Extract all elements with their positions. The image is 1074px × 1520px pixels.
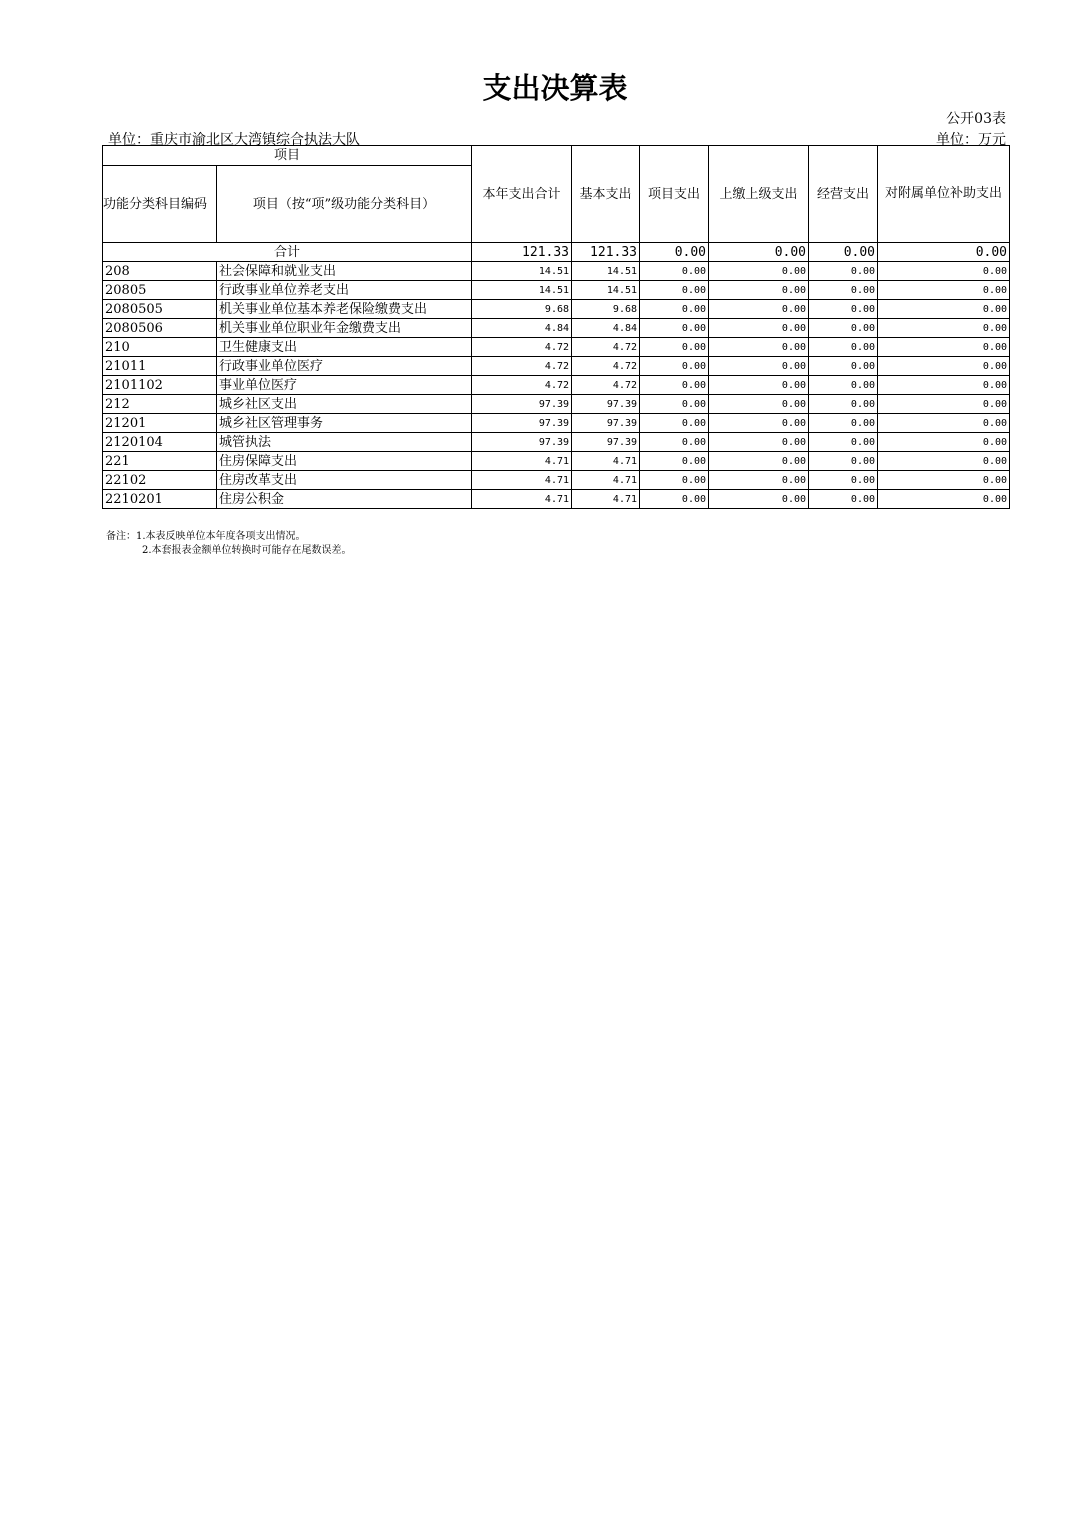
note-line-2: 2.本套报表金额单位转换时可能存在尾数误差。 xyxy=(142,545,352,556)
row-value: 97.39 xyxy=(472,414,572,433)
table-row xyxy=(103,319,1010,338)
row-value: 0.00 xyxy=(640,376,709,395)
row-value: 0.00 xyxy=(878,300,1010,319)
table-row xyxy=(103,357,1010,376)
table-row xyxy=(103,490,1010,509)
row-value: 0.00 xyxy=(878,281,1010,300)
row-value: 0.00 xyxy=(709,395,809,414)
row-name: 城乡社区支出 xyxy=(217,395,472,414)
row-value: 4.71 xyxy=(572,490,640,509)
row-value: 0.00 xyxy=(809,338,878,357)
row-value: 0.00 xyxy=(878,395,1010,414)
row-value: 0.00 xyxy=(709,414,809,433)
table-row xyxy=(103,452,1010,471)
row-code: 2080505 xyxy=(103,300,217,319)
row-value: 0.00 xyxy=(640,319,709,338)
row-value: 4.72 xyxy=(472,357,572,376)
table-row xyxy=(103,376,1010,395)
total-value: 0.00 xyxy=(640,243,709,262)
total-value: 0.00 xyxy=(709,243,809,262)
row-value: 4.84 xyxy=(472,319,572,338)
table-row xyxy=(103,433,1010,452)
row-code: 21201 xyxy=(103,414,217,433)
row-value: 0.00 xyxy=(709,376,809,395)
row-value: 4.72 xyxy=(572,376,640,395)
row-value: 0.00 xyxy=(640,338,709,357)
row-code: 212 xyxy=(103,395,217,414)
total-value: 0.00 xyxy=(878,243,1010,262)
row-name: 事业单位医疗 xyxy=(217,376,472,395)
row-name: 社会保障和就业支出 xyxy=(217,262,472,281)
row-value: 0.00 xyxy=(809,490,878,509)
row-value: 14.51 xyxy=(472,281,572,300)
total-row xyxy=(103,243,1010,262)
table-row xyxy=(103,395,1010,414)
expenditure-table xyxy=(102,145,1010,509)
row-value: 0.00 xyxy=(878,262,1010,281)
row-value: 9.68 xyxy=(572,300,640,319)
row-code: 22102 xyxy=(103,471,217,490)
row-name: 卫生健康支出 xyxy=(217,338,472,357)
row-code: 2101102 xyxy=(103,376,217,395)
row-value: 0.00 xyxy=(640,433,709,452)
table-row xyxy=(103,281,1010,300)
total-label: 合计 xyxy=(103,243,472,262)
form-code: 公开03表 xyxy=(946,111,1006,127)
row-value: 4.72 xyxy=(572,357,640,376)
row-value: 4.71 xyxy=(472,471,572,490)
table-row xyxy=(103,300,1010,319)
row-value: 0.00 xyxy=(709,262,809,281)
row-value: 4.71 xyxy=(472,452,572,471)
notes xyxy=(106,530,352,558)
row-value: 0.00 xyxy=(640,300,709,319)
row-code: 208 xyxy=(103,262,217,281)
row-value: 97.39 xyxy=(472,433,572,452)
row-value: 0.00 xyxy=(878,433,1010,452)
report-title: 支出决算表 xyxy=(482,71,628,105)
row-value: 14.51 xyxy=(572,262,640,281)
row-value: 0.00 xyxy=(878,319,1010,338)
row-value: 0.00 xyxy=(809,395,878,414)
row-value: 0.00 xyxy=(709,471,809,490)
row-value: 0.00 xyxy=(878,452,1010,471)
row-value: 14.51 xyxy=(572,281,640,300)
row-code: 221 xyxy=(103,452,217,471)
row-value: 0.00 xyxy=(709,357,809,376)
header-total: 本年支出合计 xyxy=(472,146,572,243)
header-basic: 基本支出 xyxy=(572,146,640,243)
row-code: 2210201 xyxy=(103,490,217,509)
row-value: 97.39 xyxy=(572,395,640,414)
row-value: 97.39 xyxy=(572,414,640,433)
header-business: 经营支出 xyxy=(809,146,878,243)
row-value: 0.00 xyxy=(640,281,709,300)
row-value: 4.72 xyxy=(472,338,572,357)
row-value: 0.00 xyxy=(809,414,878,433)
table-row xyxy=(103,262,1010,281)
row-value: 0.00 xyxy=(878,376,1010,395)
total-value: 0.00 xyxy=(809,243,878,262)
row-name: 行政事业单位医疗 xyxy=(217,357,472,376)
row-value: 0.00 xyxy=(809,262,878,281)
row-name: 住房保障支出 xyxy=(217,452,472,471)
row-value: 97.39 xyxy=(572,433,640,452)
note-line-1: 备注：1.本表反映单位本年度各项支出情况。 xyxy=(106,531,306,542)
row-code: 210 xyxy=(103,338,217,357)
row-value: 4.72 xyxy=(572,338,640,357)
row-value: 0.00 xyxy=(640,395,709,414)
row-value: 9.68 xyxy=(472,300,572,319)
row-value: 0.00 xyxy=(709,338,809,357)
row-value: 0.00 xyxy=(878,357,1010,376)
unit-currency: 单位：万元 xyxy=(936,132,1006,148)
row-value: 0.00 xyxy=(709,319,809,338)
row-code: 2080506 xyxy=(103,319,217,338)
table-row xyxy=(103,471,1010,490)
header-name: 项目（按“项”级功能分类科目） xyxy=(217,166,472,243)
row-value: 0.00 xyxy=(640,490,709,509)
row-value: 14.51 xyxy=(472,262,572,281)
row-value: 0.00 xyxy=(640,262,709,281)
row-value: 0.00 xyxy=(878,414,1010,433)
total-value: 121.33 xyxy=(472,243,572,262)
row-value: 0.00 xyxy=(809,471,878,490)
row-value: 0.00 xyxy=(878,471,1010,490)
header-code: 功能分类科目编码 xyxy=(103,166,217,243)
row-value: 97.39 xyxy=(472,395,572,414)
row-value: 0.00 xyxy=(709,300,809,319)
header-upper: 上缴上级支出 xyxy=(709,146,809,243)
row-value: 4.71 xyxy=(572,452,640,471)
row-value: 0.00 xyxy=(709,433,809,452)
row-value: 0.00 xyxy=(640,471,709,490)
row-value: 0.00 xyxy=(809,376,878,395)
row-value: 0.00 xyxy=(878,338,1010,357)
row-value: 0.00 xyxy=(809,433,878,452)
total-value: 121.33 xyxy=(572,243,640,262)
row-name: 城管执法 xyxy=(217,433,472,452)
row-value: 0.00 xyxy=(809,452,878,471)
row-value: 0.00 xyxy=(640,414,709,433)
header-project: 项目 xyxy=(103,146,472,166)
header-subsidy: 对附属单位补助支出 xyxy=(878,146,1010,243)
row-name: 城乡社区管理事务 xyxy=(217,414,472,433)
row-name: 机关事业单位基本养老保险缴费支出 xyxy=(217,300,472,319)
row-value: 0.00 xyxy=(709,281,809,300)
row-value: 4.71 xyxy=(472,490,572,509)
unit-name: 单位：重庆市渝北区大湾镇综合执法大队 xyxy=(108,132,360,148)
row-name: 行政事业单位养老支出 xyxy=(217,281,472,300)
row-value: 4.71 xyxy=(572,471,640,490)
row-value: 0.00 xyxy=(640,357,709,376)
row-value: 0.00 xyxy=(709,452,809,471)
table-row xyxy=(103,414,1010,433)
row-value: 0.00 xyxy=(809,357,878,376)
row-value: 4.72 xyxy=(472,376,572,395)
row-value: 0.00 xyxy=(709,490,809,509)
row-value: 0.00 xyxy=(809,300,878,319)
row-code: 2120104 xyxy=(103,433,217,452)
row-value: 0.00 xyxy=(878,490,1010,509)
row-code: 21011 xyxy=(103,357,217,376)
table-row xyxy=(103,338,1010,357)
row-name: 机关事业单位职业年金缴费支出 xyxy=(217,319,472,338)
row-name: 住房改革支出 xyxy=(217,471,472,490)
row-value: 0.00 xyxy=(640,452,709,471)
row-value: 4.84 xyxy=(572,319,640,338)
row-name: 住房公积金 xyxy=(217,490,472,509)
row-code: 20805 xyxy=(103,281,217,300)
header-project-expenditure: 项目支出 xyxy=(640,146,709,243)
row-value: 0.00 xyxy=(809,319,878,338)
row-value: 0.00 xyxy=(809,281,878,300)
